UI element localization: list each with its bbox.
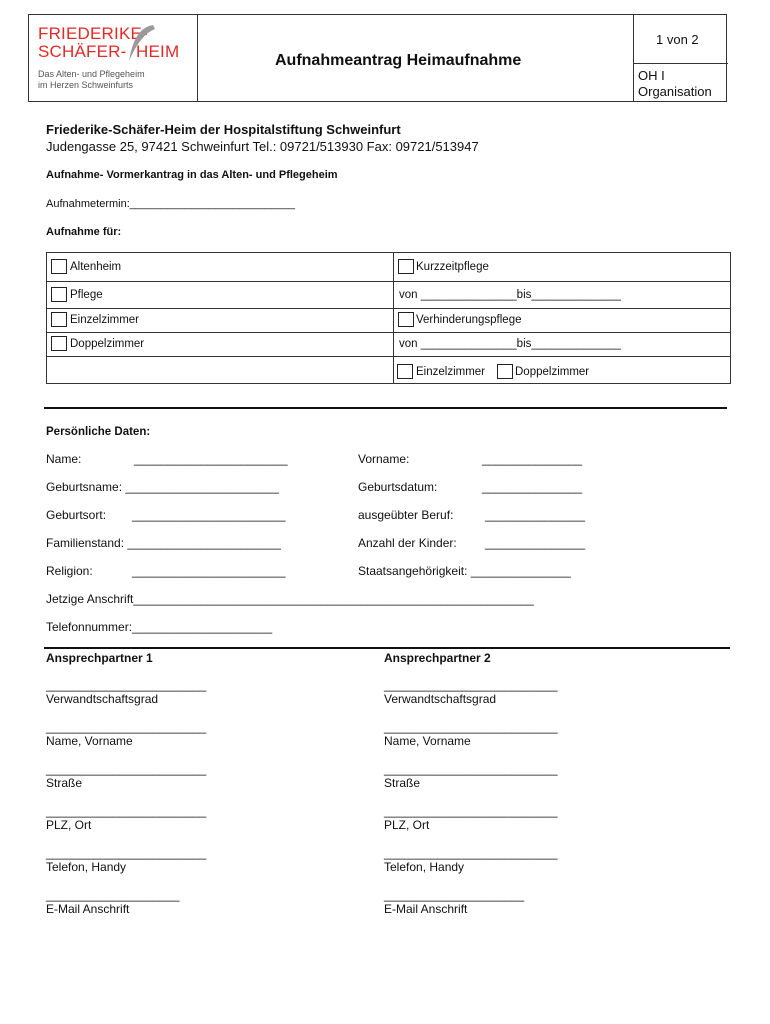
doppelzimmer-checkbox[interactable] [51, 336, 67, 351]
contact2-city-field[interactable]: __________________________ [384, 804, 558, 818]
org-label: Organisation [638, 84, 712, 99]
contact1-city-field[interactable]: ________________________ [46, 804, 207, 818]
contact1-name-label: Name, Vorname [46, 734, 133, 748]
contact1-email-label: E-Mail Anschrift [46, 902, 130, 916]
personal-data-heading: Persönliche Daten: [46, 426, 151, 438]
beruf-field[interactable]: _______________ [485, 508, 586, 522]
contact2-email-label: E-Mail Anschrift [384, 902, 468, 916]
table-row-divider [47, 308, 730, 309]
table-row-divider [47, 281, 730, 282]
logo-text-line2b: HEIM [136, 42, 180, 61]
religion-field[interactable]: _______________________ [132, 564, 286, 578]
staatsangehoerigkeit-field[interactable]: Staatsangehörigkeit: _______________ [358, 564, 571, 578]
contact1-email-field[interactable]: ____________________ [46, 888, 180, 902]
logo-text-line2a: SCHÄFER- [38, 42, 127, 61]
contact1-relation-label: Verwandtschaftsgrad [46, 692, 159, 706]
contact1-street-label: Straße [46, 776, 83, 790]
contact2-name-field[interactable]: __________________________ [384, 720, 558, 734]
einzelzimmer-label: Einzelzimmer [70, 314, 140, 326]
contact1-city-label: PLZ, Ort [46, 818, 92, 832]
einzelzimmer2-checkbox[interactable] [397, 364, 413, 379]
care-options-table [46, 252, 731, 384]
contact2-name-label: Name, Vorname [384, 734, 471, 748]
org-code: OH I [638, 68, 665, 83]
page-info-cell [633, 15, 728, 101]
contact1-relation-field[interactable]: ________________________ [46, 678, 207, 692]
page-info-divider [634, 63, 728, 64]
logo-subtitle-line2: im Herzen Schweinfurts [38, 80, 134, 90]
contacts-divider [44, 647, 730, 649]
aufnahmetermin-field[interactable]: Aufnahmetermin:___________________________ [46, 198, 295, 210]
geburtsort-field[interactable]: _______________________ [132, 508, 286, 522]
contact1-street-field[interactable]: ________________________ [46, 762, 207, 776]
table-divider-vertical [393, 253, 394, 383]
kinder-label: Anzahl der Kinder: [358, 536, 457, 550]
geburtsdatum-field[interactable]: _______________ [482, 480, 583, 494]
verhinderungspflege-label: Verhinderungspflege [416, 314, 522, 326]
contact2-heading: Ansprechpartner 2 [384, 651, 491, 665]
altenheim-checkbox[interactable] [51, 259, 67, 274]
table-row-divider [47, 332, 730, 333]
contact2-phone-field[interactable]: __________________________ [384, 846, 558, 860]
logo-swoosh-icon [123, 23, 157, 63]
kurzzeitpflege-label: Kurzzeitpflege [416, 261, 489, 273]
verhinderungspflege-checkbox[interactable] [398, 312, 414, 327]
altenheim-label: Altenheim [70, 261, 122, 273]
kurzzeitpflege-dates-field[interactable]: von _______________bis______________ [399, 289, 621, 301]
name-label: Name: [46, 452, 82, 466]
vorname-label: Vorname: [358, 452, 410, 466]
kinder-field[interactable]: _______________ [485, 536, 586, 550]
geburtsort-label: Geburtsort: [46, 508, 107, 522]
contact2-relation-label: Verwandtschaftsgrad [384, 692, 497, 706]
religion-label: Religion: [46, 564, 93, 578]
anschrift-field[interactable]: Jetzige Anschrift____________________________________________________________ [46, 592, 534, 606]
page-number: 1 von 2 [656, 32, 699, 47]
form-title: Aufnahmeantrag Heimaufnahme [275, 52, 522, 69]
contact2-street-label: Straße [384, 776, 421, 790]
doppelzimmer2-checkbox[interactable] [497, 364, 513, 379]
telefonnummer-field[interactable]: Telefonnummer:_____________________ [46, 620, 273, 634]
contact2-email-field[interactable]: _____________________ [384, 888, 525, 902]
logo-subtitle-line1: Das Alten- und Pflegeheim [38, 69, 145, 79]
doppelzimmer2-label: Doppelzimmer [515, 366, 590, 378]
document-header [28, 14, 727, 102]
contact2-street-field[interactable]: __________________________ [384, 762, 558, 776]
einzelzimmer2-label: Einzelzimmer [416, 366, 486, 378]
logo-cell [29, 15, 198, 101]
logo-text-line1: FRIEDERIKE- [38, 24, 148, 43]
familienstand-field[interactable]: Familienstand: _______________________ [46, 536, 281, 550]
aufnahme-fuer-label: Aufnahme für: [46, 226, 122, 238]
beruf-label: ausgeübter Beruf: [358, 508, 454, 522]
geburtsname-field[interactable]: Geburtsname: _______________________ [46, 480, 279, 494]
section-divider [44, 407, 727, 409]
einzelzimmer-checkbox[interactable] [51, 312, 67, 327]
contact1-name-field[interactable]: ________________________ [46, 720, 207, 734]
contact1-phone-field[interactable]: ________________________ [46, 846, 207, 860]
contact1-heading: Ansprechpartner 1 [46, 651, 153, 665]
form-subtitle: Aufnahme- Vormerkantrag in das Alten- und Pflegeheim [46, 169, 338, 181]
contact2-city-label: PLZ, Ort [384, 818, 430, 832]
geburtsdatum-label: Geburtsdatum: [358, 480, 438, 494]
kurzzeitpflege-checkbox[interactable] [398, 259, 414, 274]
pflege-checkbox[interactable] [51, 287, 67, 302]
doppelzimmer-label: Doppelzimmer [70, 338, 145, 350]
verhinderungspflege-dates-field[interactable]: von _______________bis______________ [399, 338, 621, 350]
name-field[interactable]: _______________________ [134, 452, 288, 466]
institution-name: Friederike-Schäfer-Heim der Hospitalstiftung Schweinfurt [46, 122, 401, 137]
contact2-phone-label: Telefon, Handy [384, 860, 465, 874]
institution-address: Judengasse 25, 97421 Schweinfurt Tel.: 09721/513930 Fax: 09721/513947 [46, 139, 479, 154]
pflege-label: Pflege [70, 289, 103, 301]
contact1-phone-label: Telefon, Handy [46, 860, 127, 874]
table-row-divider [47, 356, 730, 357]
vorname-field[interactable]: _______________ [482, 452, 583, 466]
contact2-relation-field[interactable]: __________________________ [384, 678, 558, 692]
